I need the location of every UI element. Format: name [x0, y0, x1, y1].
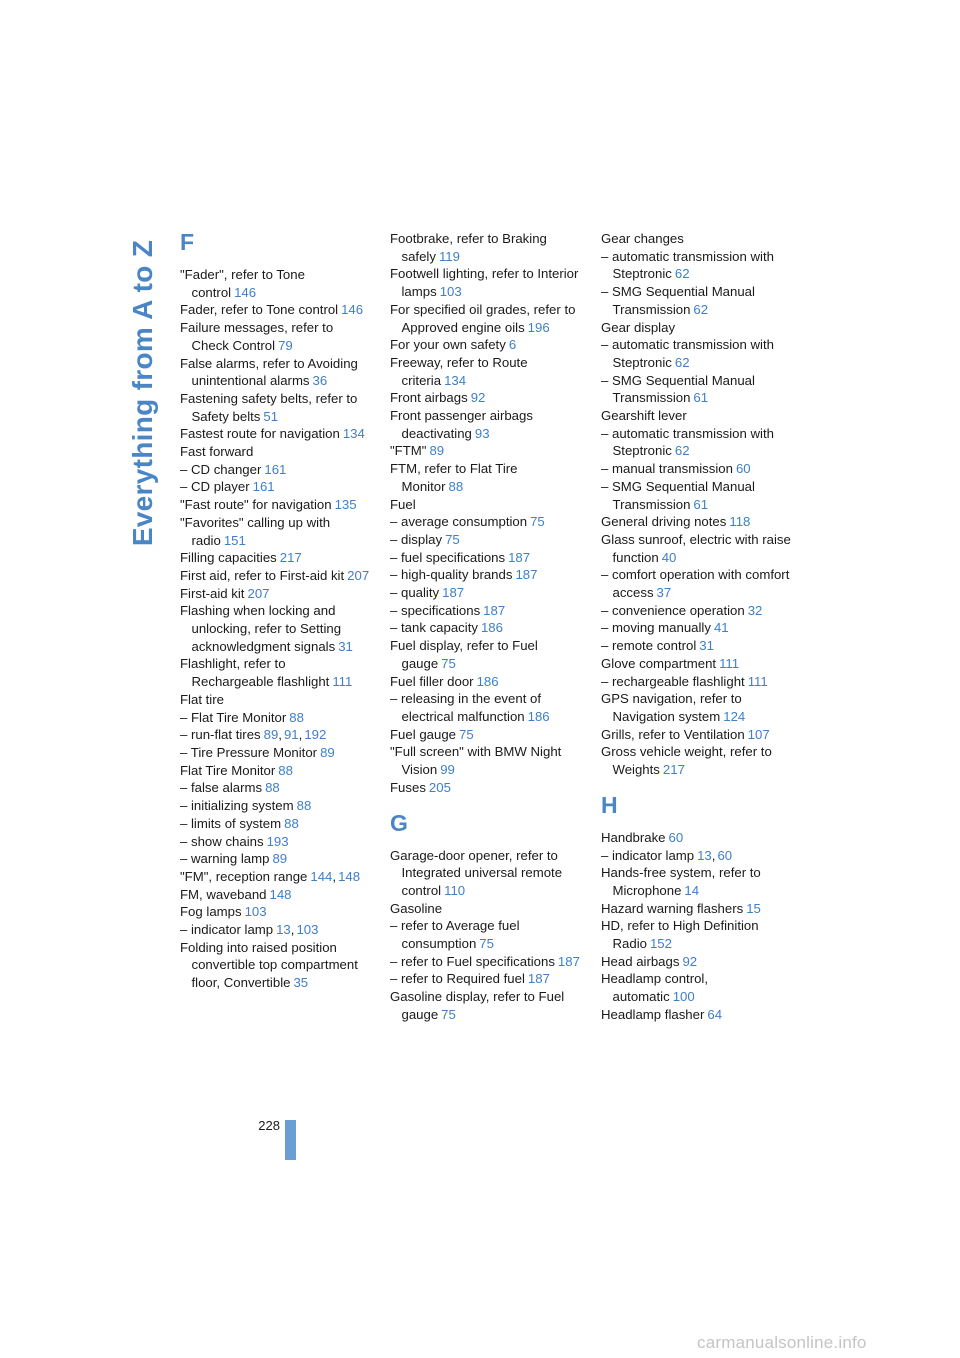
- page-reference-link[interactable]: 134: [444, 372, 467, 388]
- page-ref-separator: ,: [290, 922, 295, 938]
- index-entry-text: GPS navigation, refer to Navigation system: [601, 691, 742, 724]
- index-entry-text: – manual transmission: [601, 461, 733, 477]
- index-entry: [390, 953, 580, 971]
- index-entry: [180, 921, 370, 939]
- index-entry-text: – automatic transmission with Steptronic: [601, 248, 774, 282]
- page-reference-link[interactable]: 13: [697, 847, 712, 863]
- page-reference-link[interactable]: 103: [296, 922, 319, 938]
- page-ref-separator: ,: [711, 847, 716, 863]
- index-entry: [390, 531, 580, 549]
- page-reference-link[interactable]: 187: [515, 567, 538, 583]
- index-entry-text: – specifications: [390, 602, 481, 618]
- page-reference-link[interactable]: 186: [527, 708, 550, 724]
- page-reference-link[interactable]: 88: [289, 709, 304, 725]
- index-entry-text: – average consumption: [390, 514, 528, 530]
- page-reference-link[interactable]: 93: [474, 425, 490, 441]
- index-entry: [180, 585, 370, 603]
- page-reference-link[interactable]: 92: [470, 390, 486, 406]
- index-entry: [601, 319, 791, 337]
- index-entry: [180, 319, 370, 354]
- page-ref-separator: ,: [278, 727, 282, 743]
- page-ref-separator: ,: [298, 727, 303, 743]
- index-entry-text: Gear display: [601, 319, 676, 335]
- index-entry-text: – indicator lamp: [180, 922, 274, 938]
- index-entry-text: – Tire Pressure Monitor: [180, 744, 318, 760]
- index-entry-text: – automatic transmission with Steptronic: [601, 337, 774, 370]
- index-entry: [601, 864, 791, 899]
- index-entry: [601, 1006, 791, 1024]
- page-reference-link[interactable]: 111: [747, 673, 768, 689]
- index-entry-text: Hazard warning flashers: [601, 900, 744, 916]
- index-entry-text: Folding into raised position convertible top compartment floor, Convertible: [180, 939, 358, 991]
- index-entry-text: – high-quality brands: [390, 567, 513, 583]
- index-entry: [180, 655, 370, 690]
- index-entry: [180, 797, 370, 815]
- index-entry: [180, 726, 370, 744]
- index-entry: [601, 673, 791, 691]
- index-entry-text: Handbrake: [601, 829, 666, 845]
- index-entry: [601, 513, 791, 531]
- page-reference-link[interactable]: 146: [341, 302, 364, 318]
- page-reference-link[interactable]: 110: [444, 882, 466, 898]
- index-entry: [601, 690, 791, 725]
- index-entry: [180, 815, 370, 833]
- index-entry-text: Garage-door opener, refer to Integrated universal remote control: [390, 847, 563, 898]
- page-reference-link[interactable]: 64: [707, 1006, 723, 1022]
- page-number-bar: [285, 1120, 296, 1160]
- index-entry-text: Footbrake, refer to Braking safely: [390, 231, 547, 264]
- index-entry: [180, 833, 370, 851]
- page-reference-link[interactable]: 88: [448, 478, 464, 494]
- section-letter-heading: H: [601, 791, 618, 818]
- page-reference-link[interactable]: 134: [342, 426, 365, 442]
- index-entry-text: General driving notes: [601, 514, 727, 530]
- index-entry: [601, 566, 791, 601]
- index-entry: [601, 619, 791, 637]
- page-reference-link[interactable]: 75: [530, 514, 545, 530]
- index-entry-text: "FTM": [390, 443, 427, 459]
- index-entry-text: – indicator lamp: [601, 847, 695, 863]
- page-reference-link[interactable]: 88: [296, 798, 312, 814]
- page-reference-link[interactable]: 31: [699, 638, 714, 654]
- page-reference-link[interactable]: 186: [476, 673, 499, 689]
- index-entry-text: – show chains: [180, 833, 264, 849]
- index-entry-text: – moving manually: [601, 620, 711, 636]
- side-section-title: [128, 228, 158, 558]
- page-reference-link[interactable]: 14: [684, 882, 700, 898]
- index-entry: [601, 248, 791, 283]
- page-reference-link[interactable]: 107: [747, 726, 770, 742]
- index-entry-text: Fuel: [390, 496, 416, 512]
- page-reference-link[interactable]: 35: [293, 975, 309, 991]
- page-reference-link[interactable]: 62: [693, 301, 709, 317]
- index-entry: [390, 389, 580, 407]
- page-reference-link[interactable]: 111: [719, 655, 740, 671]
- page-reference-link[interactable]: 111: [332, 674, 353, 690]
- page-reference-link[interactable]: 75: [445, 531, 460, 547]
- index-entry-text: "Fast route" for navigation: [180, 497, 332, 513]
- page-reference-link[interactable]: 144: [310, 868, 333, 884]
- page-reference-link[interactable]: 61: [693, 496, 709, 512]
- index-entry: [601, 917, 791, 952]
- page-reference-link[interactable]: 60: [735, 461, 751, 477]
- page-reference-link[interactable]: 75: [479, 936, 494, 952]
- index-entry: [601, 726, 791, 744]
- index-entry: [390, 900, 580, 918]
- index-entry: [180, 709, 370, 727]
- index-entry: [390, 442, 580, 460]
- index-entry: [601, 602, 791, 620]
- index-entry-text: – display: [390, 531, 443, 547]
- page-reference-link[interactable]: 92: [682, 953, 698, 969]
- index-entry-text: – CD changer: [180, 461, 262, 477]
- page-number: 228: [258, 1118, 280, 1133]
- index-entry-text: – SMG Sequential Manual Transmission: [601, 284, 755, 317]
- index-entry-text: FTM, refer to Flat Tire Monitor: [390, 461, 518, 494]
- index-entry-text: Front passenger airbags deactivating: [390, 408, 533, 441]
- page-reference-link[interactable]: 37: [656, 585, 672, 601]
- page-reference-link[interactable]: 207: [247, 585, 270, 601]
- page-reference-link[interactable]: 75: [441, 655, 456, 671]
- page-reference-link[interactable]: 36: [312, 373, 328, 389]
- page-reference-link[interactable]: 6: [508, 337, 517, 353]
- index-entry-text: Front airbags: [390, 390, 468, 406]
- index-entry: [180, 939, 370, 992]
- index-entry: [601, 953, 791, 971]
- index-entry-text: Fader, refer to Tone control: [180, 302, 339, 318]
- page-reference-link[interactable]: 148: [269, 886, 292, 902]
- index-entry-text: – rechargeable flashlight: [601, 673, 745, 689]
- index-entry: [390, 847, 580, 900]
- index-entry: [390, 619, 580, 637]
- index-entry-text: – remote control: [601, 638, 697, 654]
- index-entry: [180, 567, 370, 585]
- page-reference-link[interactable]: 40: [661, 549, 677, 565]
- index-entry: [180, 903, 370, 921]
- index-entry: [390, 779, 580, 797]
- index-entry: [390, 496, 580, 514]
- page-reference-link[interactable]: 75: [441, 1006, 456, 1022]
- index-entry-text: – convenience operation: [601, 602, 745, 618]
- index-entry-text: For specified oil grades, refer to Approved engine oils: [390, 301, 576, 335]
- page-reference-link[interactable]: 62: [674, 354, 690, 370]
- index-entry-text: FM, waveband: [180, 886, 267, 902]
- index-entry-text: – refer to Fuel specifications: [390, 953, 555, 969]
- section-letter-heading: F: [180, 229, 195, 255]
- index-entry: [180, 850, 370, 868]
- index-entry-text: – fuel specifications: [390, 549, 506, 565]
- index-entry: [601, 829, 791, 847]
- page-reference-link[interactable]: 51: [263, 408, 279, 424]
- page-reference-link[interactable]: 13: [276, 922, 291, 938]
- index-entry-text: Glass sunroof, electric with raise function: [601, 531, 791, 565]
- index-entry-text: Headlamp flasher: [601, 1006, 705, 1022]
- page-reference-link[interactable]: 161: [252, 479, 275, 495]
- page-reference-link[interactable]: 103: [439, 284, 462, 300]
- index-entry: [601, 372, 791, 407]
- index-entry: [180, 779, 370, 797]
- index-entry-text: – comfort operation with comfort access: [601, 567, 790, 601]
- index-entry: [180, 868, 370, 886]
- page-reference-link[interactable]: 119: [438, 248, 460, 264]
- index-entry: [390, 726, 580, 744]
- index-entry: [180, 425, 370, 443]
- index-entry: [180, 301, 370, 319]
- index-entry-text: – limits of system: [180, 815, 282, 831]
- index-entry: [601, 425, 791, 460]
- index-entry-text: – releasing in the event of electrical malfunction: [390, 691, 542, 724]
- index-entry-text: Fuel display, refer to Fuel gauge: [390, 638, 538, 671]
- index-entry-text: – refer to Average fuel consumption: [390, 918, 520, 952]
- page-reference-link[interactable]: 103: [244, 904, 267, 920]
- index-entry-text: Fuses: [390, 779, 426, 795]
- index-entry-text: Gear changes: [601, 231, 684, 246]
- page-reference-link[interactable]: 161: [264, 461, 287, 477]
- page-reference-link[interactable]: 187: [442, 585, 465, 601]
- index-entry-text: Gross vehicle weight, refer to Weights: [601, 744, 772, 778]
- page-reference-link[interactable]: 62: [674, 443, 690, 459]
- page-reference-link[interactable]: 60: [717, 847, 733, 863]
- index-entry: [601, 460, 791, 478]
- index-entry: [390, 602, 580, 620]
- index-entry: [390, 549, 580, 567]
- index-entry-text: Freeway, refer to Route criteria: [390, 354, 528, 388]
- page-reference-link[interactable]: 32: [747, 602, 763, 618]
- index-entry-text: – refer to Required fuel: [390, 971, 525, 987]
- index-entry: [180, 602, 370, 655]
- index-entry: [601, 336, 791, 371]
- index-column-3: [601, 230, 791, 1024]
- index-entry: [390, 336, 580, 354]
- index-entry-text: Gasoline: [390, 900, 443, 916]
- index-entry: [180, 266, 370, 301]
- index-entry-text: Fastest route for navigation: [180, 426, 340, 442]
- index-entry: [601, 230, 791, 248]
- page-reference-link[interactable]: 99: [440, 762, 455, 778]
- watermark: carmanualsonline.info: [697, 1333, 867, 1352]
- index-entry-text: Footwell lighting, refer to Interior lamps: [390, 266, 579, 300]
- page-reference-link[interactable]: 118: [729, 514, 751, 530]
- index-entry: [180, 691, 370, 709]
- page-reference-link[interactable]: 187: [483, 602, 506, 618]
- index-entry-text: Fuel gauge: [390, 726, 456, 742]
- index-entry: [180, 443, 370, 461]
- index-entry-text: – SMG Sequential Manual Transmission: [601, 372, 755, 406]
- index-entry-text: Fastening safety belts, refer to Safety belts: [180, 390, 358, 424]
- page-reference-link[interactable]: 196: [527, 319, 550, 335]
- index-entry-text: "Favorites" calling up with radio: [180, 514, 331, 548]
- index-entry: [180, 496, 370, 514]
- index-entry: [180, 886, 370, 904]
- index-entry-text: – false alarms: [180, 780, 263, 796]
- index-column-2: [390, 230, 580, 1024]
- index-entry: [601, 637, 791, 655]
- index-entry: [390, 301, 580, 336]
- page-reference-link[interactable]: 187: [508, 549, 531, 565]
- index-entry-text: Fog lamps: [180, 904, 242, 920]
- index-entry: [601, 900, 791, 918]
- page-reference-link[interactable]: 152: [649, 936, 672, 952]
- page-reference-link[interactable]: 100: [672, 989, 695, 1005]
- index-entry: [601, 531, 791, 566]
- index-entry: [180, 514, 370, 549]
- index-entry-text: – Flat Tire Monitor: [180, 709, 287, 725]
- index-entry-text: Fast forward: [180, 444, 254, 460]
- index-column-1: [180, 230, 370, 992]
- page-reference-link[interactable]: 88: [265, 780, 280, 796]
- index-entry-text: First-aid kit: [180, 585, 245, 601]
- index-entry: [390, 743, 580, 778]
- index-entry-text: First aid, refer to First-aid kit: [180, 567, 345, 583]
- index-entry-text: Gasoline display, refer to Fuel gauge: [390, 989, 565, 1022]
- index-entry-text: – CD player: [180, 479, 250, 495]
- page-reference-link[interactable]: 89: [429, 443, 445, 459]
- index-entry: [180, 549, 370, 567]
- index-entry-text: Flat tire: [180, 691, 224, 707]
- index-entry: [390, 354, 580, 389]
- index-entry-text: Flashlight, refer to Rechargeable flashlight: [180, 656, 330, 690]
- index-entry-text: HD, refer to High Definition Radio: [601, 918, 759, 952]
- index-entry-text: – SMG Sequential Manual Transmission: [601, 478, 755, 512]
- index-entry-text: Head airbags: [601, 953, 680, 969]
- index-entry-text: Filling capacities: [180, 550, 277, 566]
- index-entry: [180, 744, 370, 762]
- index-entry-text: Hands-free system, refer to Microphone: [601, 865, 761, 898]
- page-reference-link[interactable]: 205: [428, 779, 451, 795]
- index-entry-text: – tank capacity: [390, 620, 478, 636]
- index-entry: [180, 390, 370, 425]
- page-reference-link[interactable]: 187: [557, 953, 580, 969]
- index-entry: [390, 673, 580, 691]
- index-entry: [180, 461, 370, 479]
- page-reference-link[interactable]: 91: [283, 727, 299, 743]
- page-reference-link[interactable]: 41: [713, 620, 729, 636]
- index-entry: [601, 743, 791, 778]
- page-reference-link[interactable]: 75: [459, 726, 474, 742]
- index-entry: [390, 566, 580, 584]
- index-entry: [180, 355, 370, 390]
- index-entry: [601, 478, 791, 513]
- page-ref-separator: ,: [332, 868, 337, 884]
- page-reference-link[interactable]: 207: [347, 567, 370, 583]
- index-entry: [390, 970, 580, 988]
- index-entry-text: Failure messages, refer to Check Control: [180, 320, 334, 353]
- index-entry: [390, 988, 580, 1023]
- index-entry-text: Gearshift lever: [601, 408, 687, 424]
- index-entry: [390, 230, 580, 265]
- page-reference-link[interactable]: 61: [693, 390, 709, 406]
- page-reference-link[interactable]: 135: [334, 497, 357, 513]
- index-entry-text: – automatic transmission with Steptronic: [601, 425, 774, 459]
- section-letter-heading: G: [390, 809, 408, 836]
- index-entry: [390, 513, 580, 531]
- page-reference-link[interactable]: 88: [284, 815, 299, 831]
- index-entry: [601, 407, 791, 425]
- page-reference-link[interactable]: 62: [674, 266, 690, 282]
- index-entry: [390, 637, 580, 672]
- index-entry-text: – warning lamp: [180, 851, 270, 867]
- page-reference-link[interactable]: 89: [320, 744, 335, 760]
- page-reference-link[interactable]: 124: [723, 708, 746, 724]
- index-entry: [390, 584, 580, 602]
- index-entry-text: Fuel filler door: [390, 673, 474, 689]
- index-entry-text: Glove compartment: [601, 655, 717, 671]
- index-entry: [601, 847, 791, 865]
- page-reference-link[interactable]: 193: [266, 833, 289, 849]
- page-reference-link[interactable]: 217: [662, 762, 685, 778]
- index-entry-text: For your own safety: [390, 337, 506, 353]
- index-entry: [180, 762, 370, 780]
- page-reference-link[interactable]: 15: [746, 900, 761, 916]
- page-reference-link[interactable]: 151: [223, 532, 246, 548]
- side-section-title-text: Everything from A to Z: [127, 239, 159, 547]
- page-reference-link[interactable]: 148: [338, 868, 361, 884]
- index-entry-text: – initializing system: [180, 798, 294, 814]
- index-entry-text: Grills, refer to Ventilation: [601, 726, 745, 742]
- index-entry-text: Headlamp control, automatic: [601, 971, 709, 1005]
- page-reference-link[interactable]: 192: [304, 727, 327, 743]
- index-entry-text: "FM", reception range: [180, 868, 308, 884]
- page-reference-link[interactable]: 79: [278, 337, 293, 353]
- index-entry: [390, 690, 580, 725]
- index-entry: [390, 407, 580, 442]
- page-reference-link[interactable]: 60: [668, 829, 684, 845]
- index-entry: [390, 917, 580, 952]
- index-entry: [601, 655, 791, 673]
- index-entry-text: False alarms, refer to Avoiding unintentional alarms: [180, 355, 358, 389]
- index-entry-text: Flat Tire Monitor: [180, 762, 276, 778]
- index-entry: [390, 460, 580, 495]
- index-entry: [390, 265, 580, 300]
- page-reference-link[interactable]: 217: [279, 550, 302, 566]
- index-entry-text: – run-flat tires: [180, 727, 261, 743]
- index-entry: [601, 970, 791, 1005]
- page-reference-link[interactable]: 88: [278, 762, 293, 778]
- page-reference-link[interactable]: 186: [480, 620, 503, 636]
- page-reference-link[interactable]: 146: [234, 284, 257, 300]
- page-reference-link[interactable]: 31: [338, 638, 353, 654]
- index-entry: [180, 478, 370, 496]
- index-entry-text: "Fader", refer to Tone control: [180, 267, 305, 300]
- page-reference-link[interactable]: 89: [263, 727, 279, 743]
- page-reference-link[interactable]: 187: [527, 971, 550, 987]
- index-entry-text: – quality: [390, 585, 440, 601]
- index-entry: [601, 283, 791, 318]
- index-entry-text: Flashing when locking and unlocking, refer to Setting acknowledgment signals: [180, 603, 342, 654]
- index-entry-text: "Full screen" with BMW Night Vision: [390, 744, 562, 778]
- page-reference-link[interactable]: 89: [272, 851, 288, 867]
